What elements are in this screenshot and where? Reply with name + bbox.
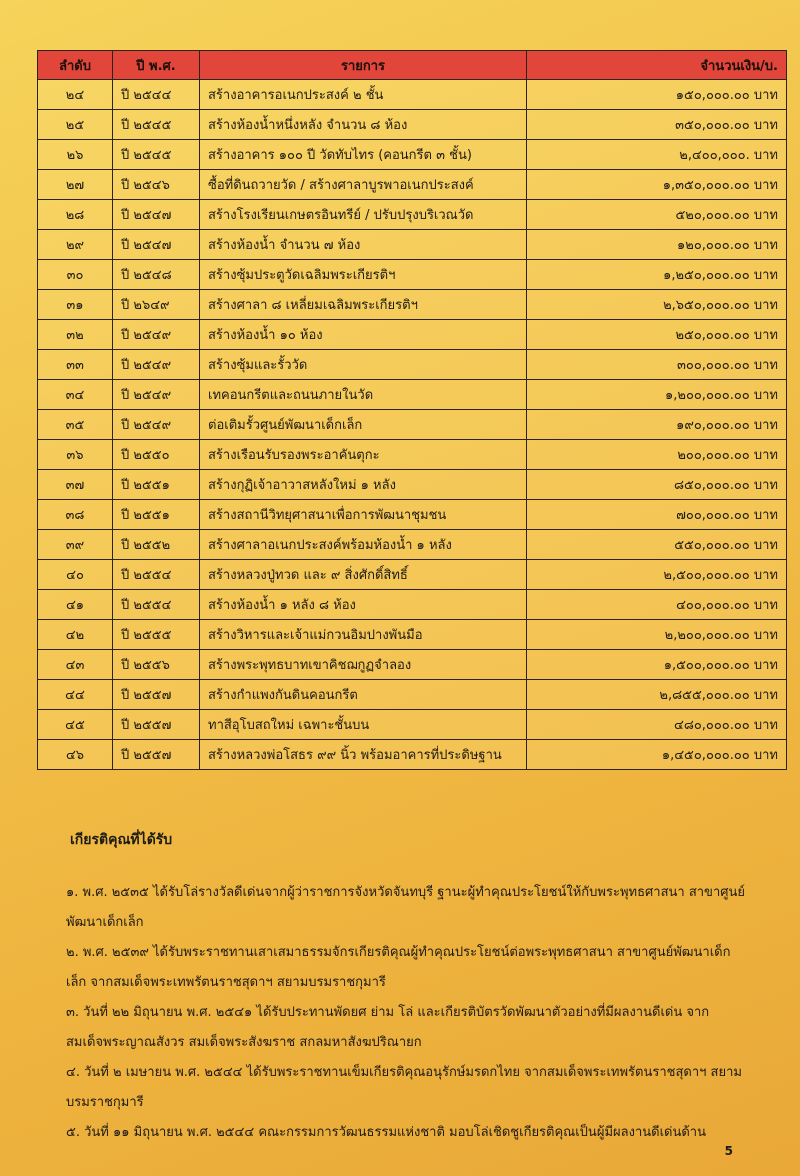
cell-order: ๔๓: [38, 650, 113, 680]
cell-year: ปี ๒๕๕๑: [113, 470, 200, 500]
table-row: [38, 650, 787, 680]
table-row: [38, 110, 787, 140]
cell-item: สร้างศาลา ๘ เหลี่ยมเฉลิมพระเกียรติฯ: [200, 290, 527, 320]
honor-item: ๔. วันที่ ๒ เมษายน พ.ศ. ๒๕๔๔ ได้รับพระราชทานเข็มเกียรติคุณอนุรักษ์มรดกไทย จากสมเด็จพระเทพรัตนราชสุดาฯ สยามบรมราชกุมารี: [66, 1065, 742, 1110]
cell-order: ๔๔: [38, 680, 113, 710]
cell-year: ปี ๒๕๔๗: [113, 230, 200, 260]
cell-order: ๔๑: [38, 590, 113, 620]
cell-order: ๔๕: [38, 710, 113, 740]
cell-order: ๓๐: [38, 260, 113, 290]
cell-year: ปี ๒๕๔๙: [113, 410, 200, 440]
cell-year: ปี ๒๕๔๙: [113, 380, 200, 410]
cell-order: ๒๕: [38, 110, 113, 140]
cell-item: สร้างหลวงพ่อโสธร ๙๙ นิ้ว พร้อมอาคารที่ประดิษฐาน: [200, 740, 527, 770]
cell-item: สร้างหลวงปู่ทวด และ ๙ สิ่งศักดิ์สิทธิ์: [200, 560, 527, 590]
cell-amount: ๒๕๐,๐๐๐.๐๐ บาท: [527, 320, 787, 350]
cell-year: ปี ๒๕๔๙: [113, 350, 200, 380]
table-row: [38, 530, 787, 560]
cell-item: ซื้อที่ดินถวายวัด / สร้างศาลาบูรพาอเนกประสงค์: [200, 170, 527, 200]
cell-amount: ๑,๒๕๐,๐๐๐.๐๐ บาท: [527, 260, 787, 290]
table-row: [38, 440, 787, 470]
page-number: 5: [724, 1144, 733, 1158]
cell-year: ปี ๒๕๕๖: [113, 650, 200, 680]
cell-amount: ๑,๔๕๐,๐๐๐.๐๐ บาท: [527, 740, 787, 770]
cell-amount: ๔๘๐,๐๐๐.๐๐ บาท: [527, 710, 787, 740]
donation-table-container: [37, 50, 787, 770]
header-amount: จำนวนเงิน/บ.: [527, 51, 787, 80]
cell-item: สร้างห้องน้ำ ๑๐ ห้อง: [200, 320, 527, 350]
honor-item: ๒. พ.ศ. ๒๕๓๙ ได้รับพระราชทานเสาเสมาธรรมจักรเกียรติคุณผู้ทำคุณประโยชน์ต่อพระพุทธศาสนา สาขาศูนย์พัฒนาเด็กเล็ก จากสมเด็จพระเทพรัตนราชสุดาฯ สยามบรมราชกุมารี: [66, 945, 731, 990]
cell-order: ๔๐: [38, 560, 113, 590]
cell-amount: ๕๒๐,๐๐๐.๐๐ บาท: [527, 200, 787, 230]
cell-amount: ๕๕๐,๐๐๐.๐๐ บาท: [527, 530, 787, 560]
cell-amount: ๒,๒๐๐,๐๐๐.๐๐ บาท: [527, 620, 787, 650]
table-row: [38, 260, 787, 290]
cell-item: สร้างซุ้มและรั้ววัด: [200, 350, 527, 380]
cell-year: ปี ๒๕๔๕: [113, 110, 200, 140]
table-row: [38, 410, 787, 440]
table-row: [38, 710, 787, 740]
cell-amount: ๘๕๐,๐๐๐.๐๐ บาท: [527, 470, 787, 500]
cell-order: ๒๔: [38, 80, 113, 110]
cell-order: ๓๑: [38, 290, 113, 320]
cell-item: ทาสีอุโบสถใหม่ เฉพาะชั้นบน: [200, 710, 527, 740]
table-row: [38, 170, 787, 200]
honor-item: ๕. วันที่ ๑๑ มิถุนายน พ.ศ. ๒๕๔๔ คณะกรรมการวัฒนธรรมแห่งชาติ มอบโล่เชิดชูเกียรติคุณเป็นผู้มีผลงานดีเด่นด้าน: [66, 1125, 706, 1140]
cell-amount: ๓๕๐,๐๐๐.๐๐ บาท: [527, 110, 787, 140]
cell-item: สร้างห้องน้ำหนึ่งหลัง จำนวน ๘ ห้อง: [200, 110, 527, 140]
table-row: [38, 290, 787, 320]
cell-item: สร้างห้องน้ำ ๑ หลัง ๘ ห้อง: [200, 590, 527, 620]
cell-order: ๔๒: [38, 620, 113, 650]
cell-year: ปี ๒๕๕๔: [113, 590, 200, 620]
table-header-row: [38, 51, 787, 80]
cell-order: ๓๔: [38, 380, 113, 410]
cell-order: ๓๖: [38, 440, 113, 470]
table-row: [38, 380, 787, 410]
cell-year: ปี ๒๕๕๒: [113, 530, 200, 560]
cell-amount: ๒,๘๕๕,๐๐๐.๐๐ บาท: [527, 680, 787, 710]
cell-item: ต่อเติมรั้วศูนย์พัฒนาเด็กเล็ก: [200, 410, 527, 440]
table-row: [38, 470, 787, 500]
honor-item: ๑. พ.ศ. ๒๕๓๕ ได้รับโล่รางวัลดีเด่นจากผู้ว่าราชการจังหวัดจันทบุรี ฐานะผู้ทำคุณประโยชน์ให้กับพระพุทธศาสนา สาขาศูนย์พัฒนาเด็กเล็ก: [66, 885, 745, 930]
section-title: เกียรติคุณที่ได้รับ: [70, 832, 173, 848]
cell-order: ๓๗: [38, 470, 113, 500]
cell-item: สร้างวิหารและเจ้าแม่กวนอิมปางพันมือ: [200, 620, 527, 650]
cell-item: สร้างพระพุทธบาทเขาคิชฌกูฏจำลอง: [200, 650, 527, 680]
table-body: [38, 80, 787, 770]
cell-order: ๓๘: [38, 500, 113, 530]
cell-item: สร้างซุ้มประตูวัดเฉลิมพระเกียรติฯ: [200, 260, 527, 290]
honor-item: ๓. วันที่ ๒๒ มิถุนายน พ.ศ. ๒๕๔๑ ได้รับประทานพัดยศ ย่าม โล่ และเกียรติบัตรวัดพัฒนาตัวอย่างที่มีผลงานดีเด่น จาก สมเด็จพระญาณสังวร สมเด็จพระสังฆราช สกลมหาสังฆปริณายก: [66, 1005, 710, 1050]
cell-amount: ๓๐๐,๐๐๐.๐๐ บาท: [527, 350, 787, 380]
cell-year: ปี ๒๕๔๕: [113, 140, 200, 170]
cell-order: ๓๒: [38, 320, 113, 350]
donation-table: [37, 50, 787, 770]
cell-amount: ๒,๔๐๐,๐๐๐. บาท: [527, 140, 787, 170]
header-year: ปี พ.ศ.: [113, 51, 200, 80]
table-row: [38, 680, 787, 710]
cell-amount: ๑,๓๕๐,๐๐๐.๐๐ บาท: [527, 170, 787, 200]
cell-item: สร้างกำแพงกันดินคอนกรีต: [200, 680, 527, 710]
table-row: [38, 620, 787, 650]
cell-item: สร้างสถานีวิทยุศาสนาเพื่อการพัฒนาชุมชน: [200, 500, 527, 530]
cell-order: ๓๓: [38, 350, 113, 380]
cell-item: สร้างศาลาอเนกประสงค์พร้อมห้องน้ำ ๑ หลัง: [200, 530, 527, 560]
cell-year: ปี ๒๕๕๕: [113, 620, 200, 650]
table-row: [38, 500, 787, 530]
cell-item: สร้างโรงเรียนเกษตรอินทรีย์ / ปรับปรุงบริเวณวัด: [200, 200, 527, 230]
cell-amount: ๑๕๐,๐๐๐.๐๐ บาท: [527, 80, 787, 110]
cell-order: ๒๙: [38, 230, 113, 260]
cell-order: ๒๘: [38, 200, 113, 230]
cell-amount: ๒,๕๐๐,๐๐๐.๐๐ บาท: [527, 560, 787, 590]
cell-item: สร้างห้องน้ำ จำนวน ๗ ห้อง: [200, 230, 527, 260]
cell-item: เทคอนกรีตและถนนภายในวัด: [200, 380, 527, 410]
honors-list: [66, 878, 746, 1148]
table-row: [38, 200, 787, 230]
cell-year: ปี ๒๖๔๙: [113, 290, 200, 320]
cell-item: สร้างอาคารอเนกประสงค์ ๒ ชั้น: [200, 80, 527, 110]
cell-year: ปี ๒๕๔๙: [113, 320, 200, 350]
cell-year: ปี ๒๕๔๔: [113, 80, 200, 110]
cell-year: ปี ๒๕๕๗: [113, 710, 200, 740]
cell-year: ปี ๒๕๔๖: [113, 170, 200, 200]
table-row: [38, 740, 787, 770]
cell-order: ๒๖: [38, 140, 113, 170]
table-row: [38, 80, 787, 110]
cell-order: ๔๖: [38, 740, 113, 770]
cell-year: ปี ๒๕๕๔: [113, 560, 200, 590]
cell-year: ปี ๒๕๕๗: [113, 740, 200, 770]
cell-amount: ๗๐๐,๐๐๐.๐๐ บาท: [527, 500, 787, 530]
cell-amount: ๑๙๐,๐๐๐.๐๐ บาท: [527, 410, 787, 440]
cell-amount: ๑,๕๐๐,๐๐๐.๐๐ บาท: [527, 650, 787, 680]
cell-amount: ๒๐๐,๐๐๐.๐๐ บาท: [527, 440, 787, 470]
table-row: [38, 320, 787, 350]
header-order: ลำดับ: [38, 51, 113, 80]
table-row: [38, 560, 787, 590]
cell-item: สร้างกุฏิเจ้าอาวาสหลังใหม่ ๑ หลัง: [200, 470, 527, 500]
cell-amount: ๒,๖๕๐,๐๐๐.๐๐ บาท: [527, 290, 787, 320]
cell-year: ปี ๒๕๕๐: [113, 440, 200, 470]
cell-order: ๓๕: [38, 410, 113, 440]
header-item: รายการ: [200, 51, 527, 80]
cell-amount: ๑,๒๐๐,๐๐๐.๐๐ บาท: [527, 380, 787, 410]
cell-item: สร้างเรือนรับรองพระอาคันตุกะ: [200, 440, 527, 470]
cell-year: ปี ๒๕๔๘: [113, 260, 200, 290]
cell-order: ๒๗: [38, 170, 113, 200]
cell-amount: ๔๐๐,๐๐๐.๐๐ บาท: [527, 590, 787, 620]
table-row: [38, 140, 787, 170]
cell-year: ปี ๒๕๕๗: [113, 680, 200, 710]
cell-item: สร้างอาคาร ๑๐๐ ปี วัดทับไทร (คอนกรีต ๓ ชั้น): [200, 140, 527, 170]
cell-year: ปี ๒๕๕๑: [113, 500, 200, 530]
table-row: [38, 590, 787, 620]
table-row: [38, 350, 787, 380]
table-row: [38, 230, 787, 260]
cell-order: ๓๙: [38, 530, 113, 560]
cell-year: ปี ๒๕๔๗: [113, 200, 200, 230]
cell-amount: ๑๒๐,๐๐๐.๐๐ บาท: [527, 230, 787, 260]
